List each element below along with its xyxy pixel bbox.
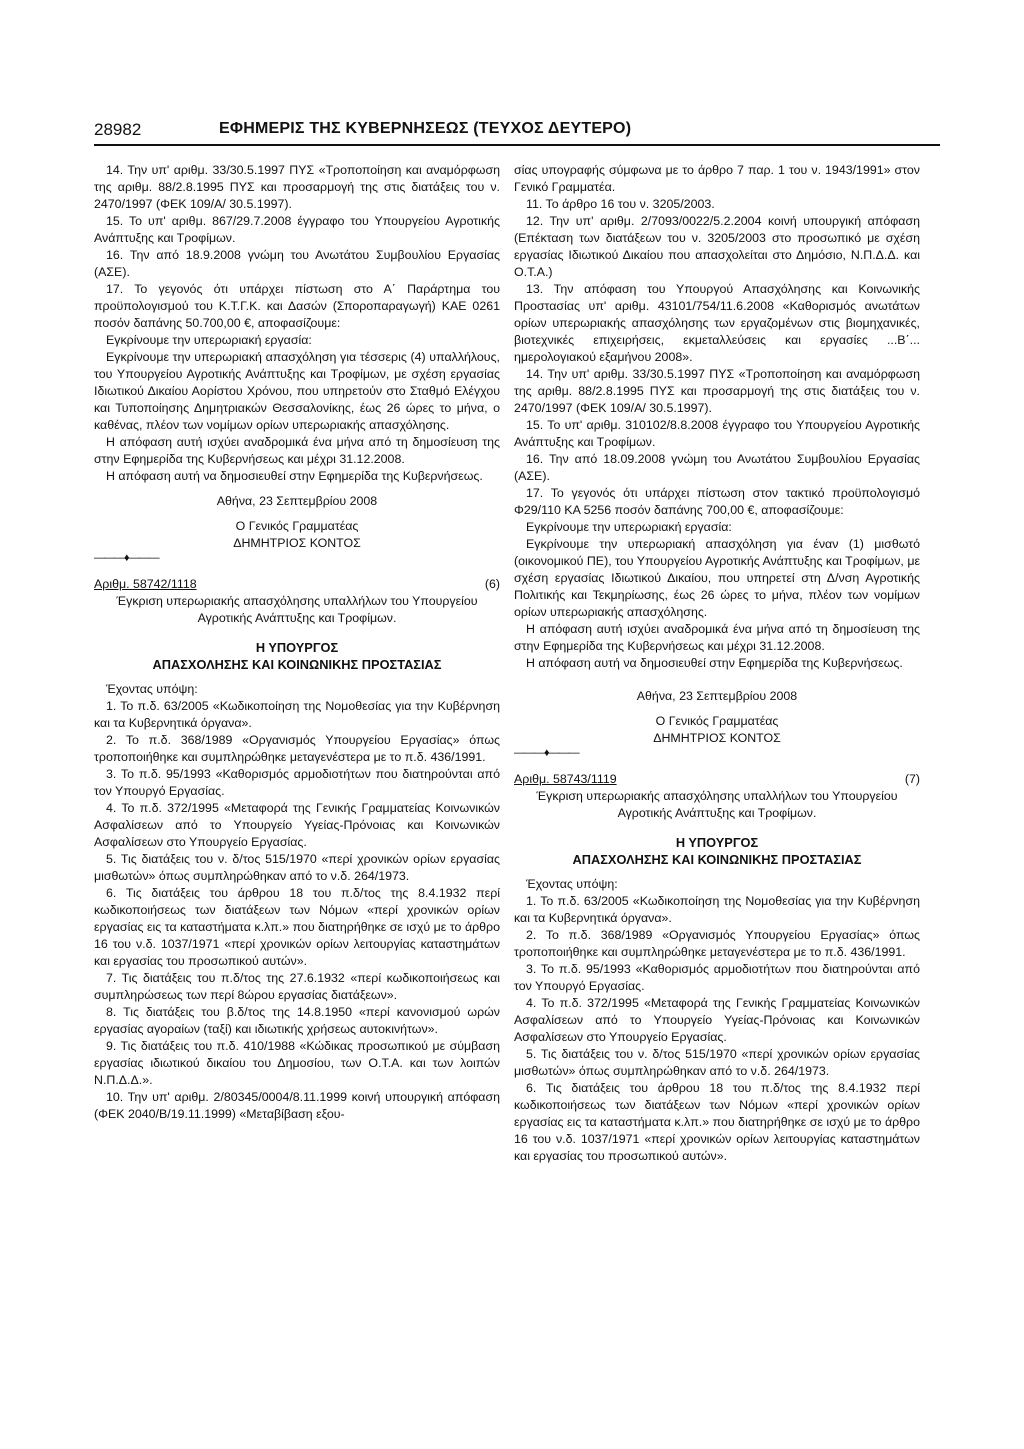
consideration-item: 5. Τις διατάξεις του ν. δ/τος 515/1970 «περί χρονικών ορίων εργασίας μισθωτών» όπως συμπληρώθηκαν από το ν.δ. 264/1973. — [94, 852, 500, 883]
consideration-item: 7. Τις διατάξεις του π.δ/τος της 27.6.1932 «περί κωδικοποιήσεως και συμπληρώσεως των περί 8ώρου εργασίας διατάξεων». — [94, 971, 500, 1002]
decree-number: Αριθμ. 58742/1118 — [94, 577, 197, 591]
consideration-item: 3. Το π.δ. 95/1993 «Καθορισμός αρμοδιοτήτων που διατηρούνται από τον Υπουργό Εργασίας. — [94, 767, 500, 798]
signature-role: Ο Γενικός Γραμματέας — [655, 714, 779, 728]
right-column — [514, 162, 920, 1165]
decree-title: Έγκριση υπερωριακής απασχόλησης υπαλλήλων του Υπουργείου Αγροτικής Ανάπτυξης και Τροφίμων. — [116, 594, 478, 625]
decree-number: Αριθμ. 58743/1119 — [514, 772, 617, 786]
approve-body: Εγκρίνουμε την υπερωριακή απασχόληση για έναν (1) μισθωτό (οικονομικού ΠΕ), του Υπουργείου Αγροτικής Ανάπτυξης και Τροφίμων, με σχέση εργασίας Ιδιωτικού Δικαίου, που υπηρετεί στη Δ/νση Αγροτικής Πολιτικής και Τεκμηρίωσης, έως 26 ώρες το μήνα, πλέον των νομίμων ορίων υπερωριακής απασχόλησης. — [514, 537, 920, 619]
consideration-item: 5. Τις διατάξεις του ν. δ/τος 515/1970 «περί χρονικών ορίων εργασίας μισθωτών» όπως συμπληρώθηκαν από το ν.δ. 264/1973. — [514, 1047, 920, 1078]
consideration-item: 4. Το π.δ. 372/1995 «Μεταφορά της Γενικής Γραμματείας Κοινωνικών Ασφαλίσεων από το Υπουργείο Υγείας-Πρόνοιας και Κοινωνικών Ασφαλίσεων στο Υπουργείο Εργασίας. — [94, 801, 500, 849]
ministry-title: ΑΠΑΣΧΟΛΗΣΗΣ ΚΑΙ ΚΟΙΝΩΝΙΚΗΣ ΠΡΟΣΤΑΣΙΑΣ — [572, 852, 862, 867]
section-divider: ———♦——— — [514, 747, 579, 759]
consideration-item: 17. Το γεγονός ότι υπάρχει πίστωση στον τακτικό προϋπολογισμό Φ29/110 ΚΑ 5256 ποσόν δαπάνης 700,00 €, αποφασίζουμε: — [514, 486, 920, 517]
page-header — [94, 120, 940, 146]
minister-title: Η ΥΠΟΥΡΓΟΣ — [255, 640, 339, 655]
consideration-item: 16. Την από 18.9.2008 γνώμη του Ανωτάτου Συμβουλίου Εργασίας (ΑΣΕ). — [94, 248, 500, 279]
publish-clause: Η απόφαση αυτή να δημοσιευθεί στην Εφημερίδα της Κυβερνήσεως. — [106, 469, 483, 483]
decree-number-line — [94, 576, 500, 593]
consideration-item: 14. Την υπ' αριθμ. 33/30.5.1997 ΠΥΣ «Τροποποίηση και αναμόρφωση της αριθμ. 88/2.8.1995 ΠΥΣ και προσαρμογή της στις διατάξεις του ν. 2470/1997 (ΦΕΚ 109/Α/ 30.5.1997). — [514, 367, 920, 415]
consideration-item: 17. Το γεγονός ότι υπάρχει πίστωση στο Α΄ Παράρτημα του προϋπολογισμού του Κ.Τ.Γ.Κ. και Δασών (Σποροπαραγωγή) ΚΑΕ 0261 ποσόν δαπάνης 50.700,00 €, αποφασίζουμε: — [94, 282, 500, 330]
consideration-item: 1. Το π.δ. 63/2005 «Κωδικοποίηση της Νομοθεσίας για την Κυβέρνηση και τα Κυβερνητικά όργανα». — [514, 894, 920, 925]
consideration-item: 13. Την απόφαση του Υπουργού Απασχόλησης και Κοινωνικής Προστασίας υπ' αριθμ. 43101/754/11.6.2008 «Καθορισμός ανωτάτων ορίων υπερωριακής απασχόλησης των εργαζομένων στις βιομηχανικές, βιοτεχνικές επιχειρήσεις, εκμεταλλεύσεις και εργασίες ...Β΄... ημερολογιακού εξαμήνου 2008». — [514, 282, 920, 364]
consideration-item: 2. Το π.δ. 368/1989 «Οργανισμός Υπουργείου Εργασίας» όπως τροποποιήθηκε και συμπληρώθηκε μεταγενέστερα με το π.δ. 436/1991. — [514, 928, 920, 959]
ministry-title: ΑΠΑΣΧΟΛΗΣΗΣ ΚΑΙ ΚΟΙΝΩΝΙΚΗΣ ΠΡΟΣΤΑΣΙΑΣ — [152, 657, 442, 672]
consideration-item: 15. Το υπ' αριθμ. 867/29.7.2008 έγγραφο του Υπουργείου Αγροτικής Ανάπτυξης και Τροφίμων. — [94, 214, 500, 245]
having-regard: Έχοντας υπόψη: — [106, 682, 198, 696]
left-column — [94, 162, 500, 1123]
decree-index: (7) — [904, 772, 920, 786]
consideration-item: 8. Τις διατάξεις του β.δ/τος της 14.8.1950 «περί κανονισμού ωρών εργασίας αγοραίων (ταξί) και ιδιωτικής χρήσεως αυτοκινήτων». — [94, 1005, 500, 1036]
consideration-item: 12. Την υπ' αριθμ. 2/7093/0022/5.2.2004 κοινή υπουργική απόφαση (Επέκταση των διατάξεων του ν. 3205/2003 στο προσωπικό με σχέση εργασίας Ιδιωτικού Δικαίου που απασχολείται στο Δημόσιο, Ν.Π.Δ.Δ. και Ο.Τ.Α.) — [514, 214, 920, 279]
page-number: 28982 — [94, 120, 142, 139]
approve-body: Εγκρίνουμε την υπερωριακή απασχόληση για τέσσερις (4) υπαλλήλους, του Υπουργείου Αγροτικής Ανάπτυξης και Τροφίμων, με σχέση εργασίας Ιδιωτικού Δικαίου Αορίστου Χρόνου, που υπηρετούν στο Σταθμό Ελέγχου και Τυποποίησης Δημητριακών Θεσσαλονίκης, έως 26 ώρες το μήνα, ο καθένας, πλέον των νομίμων ορίων υπερωριακής απασχόλησης. — [94, 350, 500, 432]
approve-heading: Εγκρίνουμε την υπερωριακή εργασία: — [526, 520, 732, 534]
consideration-item: 15. Το υπ' αριθμ. 310102/8.8.2008 έγγραφο του Υπουργείου Αγροτικής Ανάπτυξης και Τροφίμων. — [514, 418, 920, 449]
signature-role: Ο Γενικός Γραμματέας — [235, 519, 359, 533]
effect-clause: Η απόφαση αυτή ισχύει αναδρομικά ένα μήνα από τη δημοσίευση της στην Εφημερίδα της Κυβερνήσεως και μέχρι 31.12.2008. — [514, 622, 920, 653]
signature-place-date: Αθήνα, 23 Σεπτεμβρίου 2008 — [636, 689, 798, 703]
gazette-title: ΕΦΗΜΕΡΙΣ ΤΗΣ ΚΥΒΕΡΝΗΣΕΩΣ (ΤΕΥΧΟΣ ΔΕΥΤΕΡΟ) — [219, 120, 632, 137]
consideration-item: 14. Την υπ' αριθμ. 33/30.5.1997 ΠΥΣ «Τροποποίηση και αναμόρφωση της αριθμ. 88/2.8.1995 ΠΥΣ και προσαρμογή της στις διατάξεις του ν. 2470/1997 (ΦΕΚ 109/Α/ 30.5.1997). — [94, 163, 500, 211]
decree-number-line — [514, 771, 920, 788]
having-regard: Έχοντας υπόψη: — [526, 877, 618, 891]
consideration-item: σίας υπογραφής σύμφωνα με το άρθρο 7 παρ. 1 του ν. 1943/1991» στον Γενικό Γραμματέα. — [514, 163, 920, 194]
consideration-item: 11. Το άρθρο 16 του ν. 3205/2003. — [526, 197, 715, 211]
decree-title: Έγκριση υπερωριακής απασχόλησης υπαλλήλων του Υπουργείου Αγροτικής Ανάπτυξης και Τροφίμων. — [536, 789, 898, 820]
signature-name: ΔΗΜΗΤΡΙΟΣ ΚΟΝΤΟΣ — [233, 536, 361, 550]
effect-clause: Η απόφαση αυτή ισχύει αναδρομικά ένα μήνα από τη δημοσίευση της στην Εφημερίδα της Κυβερνήσεως και μέχρι 31.12.2008. — [94, 435, 500, 466]
consideration-item: 10. Την υπ' αριθμ. 2/80345/0004/8.11.1999 κοινή υπουργική απόφαση (ΦΕΚ 2040/Β/19.11.1999) «Μεταβίβαση εξου- — [94, 1090, 500, 1121]
consideration-item: 6. Τις διατάξεις του άρθρου 18 του π.δ/τος της 8.4.1932 περί κωδικοποιήσεως των διατάξεων των Νόμων «περί χρονικών ορίων εργασίας εις τα καταστήματα κ.λπ.» που διατηρήθηκε σε ισχύ με το άρθρο 16 του ν.δ. 1037/1971 «περί χρονικών ορίων λειτουργίας καταστημάτων και εργασίας του προσωπικού αυτών». — [514, 1081, 920, 1163]
section-divider: ———♦——— — [94, 552, 159, 564]
consideration-item: 4. Το π.δ. 372/1995 «Μεταφορά της Γενικής Γραμματείας Κοινωνικών Ασφαλίσεων από το Υπουργείο Υγείας-Πρόνοιας και Κοινωνικών Ασφαλίσεων στο Υπουργείο Εργασίας. — [514, 996, 920, 1044]
decree-index: (6) — [484, 577, 500, 591]
consideration-item: 1. Το π.δ. 63/2005 «Κωδικοποίηση της Νομοθεσίας για την Κυβέρνηση και τα Κυβερνητικά όργανα». — [94, 699, 500, 730]
consideration-item: 16. Την από 18.09.2008 γνώμη του Ανωτάτου Συμβουλίου Εργασίας (ΑΣΕ). — [514, 452, 920, 483]
minister-title: Η ΥΠΟΥΡΓΟΣ — [675, 835, 759, 850]
publish-clause: Η απόφαση αυτή να δημοσιευθεί στην Εφημερίδα της Κυβερνήσεως. — [526, 656, 903, 670]
signature-name: ΔΗΜΗΤΡΙΟΣ ΚΟΝΤΟΣ — [653, 731, 781, 745]
consideration-item: 6. Τις διατάξεις του άρθρου 18 του π.δ/τος της 8.4.1932 περί κωδικοποιήσεως των διατάξεων των Νόμων «περί χρονικών ορίων εργασίας εις τα καταστήματα κ.λπ.» που διατηρήθηκε σε ισχύ με το άρθρο 16 του ν.δ. 1037/1971 «περί χρονικών ορίων λειτουργίας καταστημάτων και εργασίας του προσωπικού αυτών». — [94, 886, 500, 968]
consideration-item: 2. Το π.δ. 368/1989 «Οργανισμός Υπουργείου Εργασίας» όπως τροποποιήθηκε και συμπληρώθηκε μεταγενέστερα με το π.δ. 436/1991. — [94, 733, 500, 764]
signature-place-date: Αθήνα, 23 Σεπτεμβρίου 2008 — [216, 494, 378, 508]
consideration-item: 3. Το π.δ. 95/1993 «Καθορισμός αρμοδιοτήτων που διατηρούνται από τον Υπουργό Εργασίας. — [514, 962, 920, 993]
approve-heading: Εγκρίνουμε την υπερωριακή εργασία: — [106, 333, 312, 347]
consideration-item: 9. Τις διατάξεις του π.δ. 410/1988 «Κώδικας προσωπικού με σύμβαση εργασίας ιδιωτικού δικαίου του Δημοσίου, των Ο.Τ.Α. και των λοιπών Ν.Π.Δ.Δ.». — [94, 1039, 500, 1087]
